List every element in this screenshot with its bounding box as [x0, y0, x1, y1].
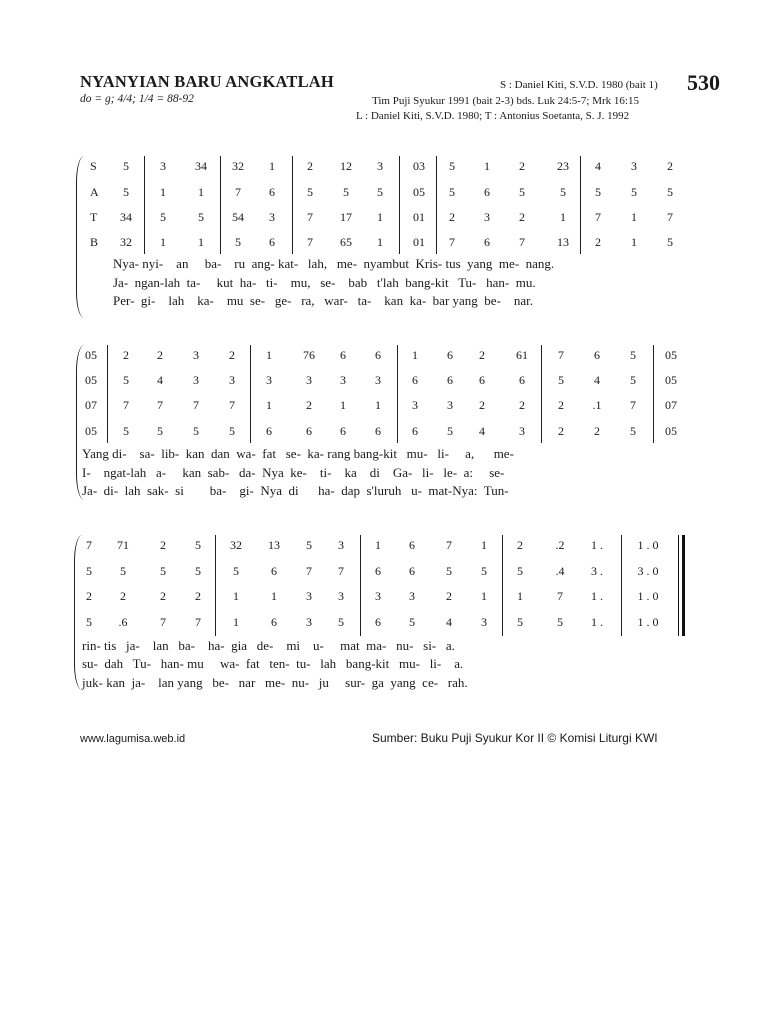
note-cell: 1	[377, 210, 383, 224]
note-cell: 5	[557, 615, 563, 629]
note-cell: 3	[269, 210, 275, 224]
note-cell: 3	[266, 373, 272, 387]
note-cell: 76	[303, 348, 315, 362]
note-cell: 7	[86, 538, 92, 552]
note-cell: 5	[631, 185, 637, 199]
note-cell: 5	[123, 159, 129, 173]
note-cell: 7	[446, 538, 452, 552]
note-cell: 2	[120, 589, 126, 603]
note-cell: 12	[340, 159, 352, 173]
note-cell: 3 . 0	[637, 564, 659, 578]
note-cell: 2	[160, 589, 166, 603]
footer-source: Sumber: Buku Puji Syukur Kor II © Komisi Liturgi KWI	[372, 731, 658, 745]
note-cell: 6	[269, 185, 275, 199]
note-cell: 6	[266, 424, 272, 438]
note-cell: 1 .	[591, 538, 603, 552]
note-cell: 3	[306, 373, 312, 387]
note-cell: 1	[481, 589, 487, 603]
note-cell: 7	[307, 235, 313, 249]
note-cell: 5	[306, 538, 312, 552]
note-cell: 7	[160, 615, 166, 629]
note-cell: 65	[340, 235, 352, 249]
note-cell: 4	[479, 424, 485, 438]
note-cell: 1	[198, 235, 204, 249]
lyric-line: Nya- nyi- an ba- ru ang- kat- lah, me- nyambut Kris- tus yang me- nang.	[113, 256, 555, 271]
note-cell: 1	[631, 235, 637, 249]
note-cell: 7	[519, 235, 525, 249]
note-cell: 1	[269, 159, 275, 173]
note-cell: 5	[517, 615, 523, 629]
note-cell: 2	[517, 538, 523, 552]
key-tempo-marking: do = g; 4/4; 1/4 = 88-92	[80, 93, 194, 105]
note-cell: 05	[85, 373, 97, 387]
note-cell: 5	[160, 564, 166, 578]
note-cell: 5	[667, 235, 673, 249]
note-cell: 4	[595, 159, 601, 173]
note-cell: 5	[338, 615, 344, 629]
note-cell: 5	[449, 185, 455, 199]
note-cell: 1 . 0	[637, 538, 659, 552]
note-cell: 1	[271, 589, 277, 603]
voice-label: T	[90, 210, 98, 224]
bar-line	[436, 156, 437, 254]
note-cell: 7	[195, 615, 201, 629]
note-cell: 61	[516, 348, 528, 362]
note-cell: 2	[594, 424, 600, 438]
note-cell: 05	[665, 348, 677, 362]
note-cell: 17	[340, 210, 352, 224]
note-cell: 5	[519, 185, 525, 199]
note-cell: 3	[375, 373, 381, 387]
note-cell: 5	[123, 373, 129, 387]
note-cell: 3	[484, 210, 490, 224]
note-cell: 5	[198, 210, 204, 224]
note-cell: 05	[665, 373, 677, 387]
note-cell: 7	[338, 564, 344, 578]
note-cell: 5	[86, 564, 92, 578]
note-cell: 23	[557, 159, 569, 173]
note-cell: 7	[557, 589, 563, 603]
hymn-title: NYANYIAN BARU ANGKATLAH	[80, 72, 334, 91]
note-cell: 3	[377, 159, 383, 173]
note-cell: 5	[229, 424, 235, 438]
bar-line	[541, 345, 542, 443]
note-cell: 2	[446, 589, 452, 603]
lyric-line: juk- kan ja- lan yang be- nar me- nu- ju sur- ga yang ce- rah.	[82, 675, 468, 690]
lyric-line: Yang di- sa- lib- kan dan wa- fat se- ka- rang bang-kit mu- li- a, me-	[82, 446, 514, 461]
note-cell: 1	[484, 159, 490, 173]
note-cell: 5	[160, 210, 166, 224]
lyric-line: I- ngat-lah a- kan sab- da- Nya ke- ti- ka di Ga- li- le- a: se-	[82, 465, 505, 480]
bar-line	[220, 156, 221, 254]
bar-line	[107, 345, 108, 443]
note-cell: 1	[375, 538, 381, 552]
note-cell: 34	[120, 210, 132, 224]
note-cell: 1	[481, 538, 487, 552]
note-cell: 3	[193, 373, 199, 387]
note-cell: 7	[193, 398, 199, 412]
note-cell: 2	[86, 589, 92, 603]
voice-label: S	[90, 159, 97, 173]
note-cell: 5	[449, 159, 455, 173]
note-cell: 6	[484, 185, 490, 199]
lyric-line: Per- gi- lah ka- mu se- ge- ra, war- ta- kan ka- bar yang be- nar.	[113, 293, 534, 308]
note-cell: 5	[560, 185, 566, 199]
bar-line	[580, 156, 581, 254]
note-cell: 2	[157, 348, 163, 362]
note-cell: 05	[85, 348, 97, 362]
lyric-line: rin- tis ja- lan ba- ha- gia de- mi u- mat ma- nu- si- a.	[82, 638, 455, 653]
note-cell: 7	[157, 398, 163, 412]
note-cell: 7	[667, 210, 673, 224]
system-brace	[76, 156, 84, 318]
note-cell: 32	[232, 159, 244, 173]
note-cell: 7	[229, 398, 235, 412]
note-cell: 2	[667, 159, 673, 173]
note-cell: 5	[195, 564, 201, 578]
note-cell: 5	[157, 424, 163, 438]
note-cell: 2	[595, 235, 601, 249]
note-cell: 5	[123, 185, 129, 199]
note-cell: 05	[665, 424, 677, 438]
note-cell: 13	[557, 235, 569, 249]
note-cell: 5	[193, 424, 199, 438]
note-cell: 1	[233, 615, 239, 629]
note-cell: .6	[118, 615, 128, 629]
note-cell: 6	[340, 348, 346, 362]
bar-line	[215, 535, 216, 636]
note-cell: 2	[519, 398, 525, 412]
note-cell: 6	[409, 564, 415, 578]
note-cell: 05	[413, 185, 425, 199]
note-cell: 1	[377, 235, 383, 249]
credit-composer: S : Daniel Kiti, S.V.D. 1980 (bait 1)	[500, 79, 658, 91]
note-cell: 1	[266, 348, 272, 362]
note-cell: 32	[120, 235, 132, 249]
note-cell: 5	[123, 424, 129, 438]
bar-line	[621, 535, 622, 636]
note-cell: 5	[481, 564, 487, 578]
note-cell: 7	[123, 398, 129, 412]
note-cell: .1	[592, 398, 602, 412]
note-cell: 05	[85, 424, 97, 438]
note-cell: 5	[447, 424, 453, 438]
note-cell: 6	[519, 373, 525, 387]
note-cell: 1	[233, 589, 239, 603]
note-cell: 6	[409, 538, 415, 552]
note-cell: 6	[594, 348, 600, 362]
note-cell: 3	[160, 159, 166, 173]
bar-line	[502, 535, 503, 636]
note-cell: 3	[338, 538, 344, 552]
note-cell: 2	[519, 159, 525, 173]
note-cell: 2	[519, 210, 525, 224]
note-cell: 3	[447, 398, 453, 412]
note-cell: 6	[412, 424, 418, 438]
note-cell: 5	[595, 185, 601, 199]
note-cell: 5	[517, 564, 523, 578]
note-cell: 2	[449, 210, 455, 224]
note-cell: 1 .	[591, 615, 603, 629]
note-cell: 5	[307, 185, 313, 199]
bar-line	[399, 156, 400, 254]
bar-line	[250, 345, 251, 443]
note-cell: 07	[85, 398, 97, 412]
bar-line	[292, 156, 293, 254]
note-cell: 2	[229, 348, 235, 362]
note-cell: 2	[558, 424, 564, 438]
lyric-line: Ja- ngan-lah ta- kut ha- ti- mu, se- bab t'lah bang-kit Tu- han- mu.	[113, 275, 536, 290]
note-cell: 6	[375, 424, 381, 438]
note-cell: 1	[412, 348, 418, 362]
final-barline-thick	[682, 535, 685, 636]
note-cell: 7	[235, 185, 241, 199]
note-cell: 5	[235, 235, 241, 249]
note-cell: 3	[306, 589, 312, 603]
credit-team: Tim Puji Syukur 1991 (bait 2-3) bds. Luk 24:5-7; Mrk 16:15	[372, 95, 639, 107]
note-cell: 03	[413, 159, 425, 173]
voice-label: A	[90, 185, 99, 199]
note-cell: 5	[343, 185, 349, 199]
note-cell: 5	[667, 185, 673, 199]
note-cell: 6	[484, 235, 490, 249]
note-cell: 71	[117, 538, 129, 552]
note-cell: 7	[595, 210, 601, 224]
note-cell: .2	[555, 538, 565, 552]
note-cell: 3	[229, 373, 235, 387]
note-cell: 4	[594, 373, 600, 387]
bar-line	[397, 345, 398, 443]
footer-website: www.lagumisa.web.id	[80, 733, 186, 745]
note-cell: 3 .	[591, 564, 603, 578]
note-cell: 7	[306, 564, 312, 578]
note-cell: 3	[340, 373, 346, 387]
note-cell: 5	[233, 564, 239, 578]
note-cell: 3	[631, 159, 637, 173]
note-cell: 6	[412, 373, 418, 387]
note-cell: 7	[630, 398, 636, 412]
note-cell: 1	[266, 398, 272, 412]
note-cell: 6	[375, 564, 381, 578]
note-cell: 5	[86, 615, 92, 629]
note-cell: 5	[630, 348, 636, 362]
note-cell: 6	[269, 235, 275, 249]
note-cell: 1	[517, 589, 523, 603]
hymn-number: 530	[687, 70, 720, 95]
note-cell: 5	[195, 538, 201, 552]
lyric-line: Ja- di- lah sak- si ba- gi- Nya di ha- dap s'luruh u- mat-Nya: Tun-	[82, 483, 509, 498]
note-cell: 2	[195, 589, 201, 603]
note-cell: 7	[307, 210, 313, 224]
note-cell: 6	[340, 424, 346, 438]
bar-line	[144, 156, 145, 254]
note-cell: 3	[338, 589, 344, 603]
note-cell: 2	[307, 159, 313, 173]
note-cell: 1	[160, 185, 166, 199]
note-cell: 2	[306, 398, 312, 412]
bar-line	[360, 535, 361, 636]
lyric-line: su- dah Tu- han- mu wa- fat ten- tu- lah bang-kit mu- li- a.	[82, 656, 464, 671]
voice-label: B	[90, 235, 99, 249]
note-cell: 3	[481, 615, 487, 629]
note-cell: 6	[447, 373, 453, 387]
note-cell: 2	[160, 538, 166, 552]
note-cell: 6	[479, 373, 485, 387]
note-cell: 1	[160, 235, 166, 249]
note-cell: 5	[120, 564, 126, 578]
note-cell: 4	[446, 615, 452, 629]
note-cell: 3	[193, 348, 199, 362]
note-cell: 6	[306, 424, 312, 438]
note-cell: 2	[123, 348, 129, 362]
note-cell: 1 . 0	[637, 615, 659, 629]
note-cell: 3	[375, 589, 381, 603]
note-cell: 5	[558, 373, 564, 387]
note-cell: 6	[375, 348, 381, 362]
note-cell: 01	[413, 210, 425, 224]
note-cell: 6	[271, 564, 277, 578]
note-cell: 32	[230, 538, 242, 552]
credit-lyrics: L : Daniel Kiti, S.V.D. 1980; T : Antonius Soetanta, S. J. 1992	[356, 110, 630, 122]
note-cell: 4	[157, 373, 163, 387]
note-cell: 3	[409, 589, 415, 603]
note-cell: 6	[375, 615, 381, 629]
note-cell: 1	[340, 398, 346, 412]
final-barline-thin	[678, 535, 679, 636]
note-cell: 13	[268, 538, 280, 552]
note-cell: 1	[560, 210, 566, 224]
note-cell: 1 .	[591, 589, 603, 603]
note-cell: 1	[375, 398, 381, 412]
note-cell: 1	[631, 210, 637, 224]
note-cell: 3	[519, 424, 525, 438]
bar-line	[653, 345, 654, 443]
note-cell: 3	[412, 398, 418, 412]
note-cell: 5	[630, 424, 636, 438]
note-cell: 5	[409, 615, 415, 629]
note-cell: 34	[195, 159, 207, 173]
note-cell: 5	[377, 185, 383, 199]
note-cell: 01	[413, 235, 425, 249]
note-cell: 2	[558, 398, 564, 412]
note-cell: 7	[558, 348, 564, 362]
note-cell: 5	[446, 564, 452, 578]
note-cell: 54	[232, 210, 244, 224]
note-cell: 2	[479, 348, 485, 362]
note-cell: 1 . 0	[637, 589, 659, 603]
note-cell: .4	[555, 564, 565, 578]
note-cell: 2	[479, 398, 485, 412]
system-brace	[74, 535, 82, 690]
note-cell: 5	[630, 373, 636, 387]
note-cell: 3	[306, 615, 312, 629]
note-cell: 6	[447, 348, 453, 362]
note-cell: 6	[271, 615, 277, 629]
note-cell: 07	[665, 398, 677, 412]
note-cell: 1	[198, 185, 204, 199]
note-cell: 7	[449, 235, 455, 249]
